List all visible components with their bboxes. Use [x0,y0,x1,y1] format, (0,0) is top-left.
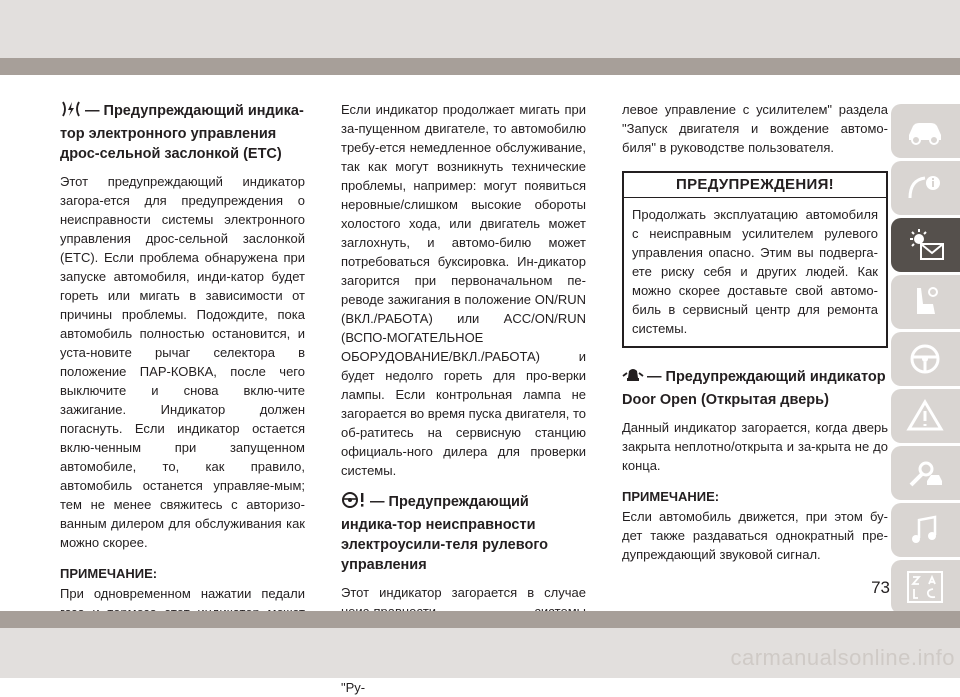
watermark: carmanualsonline.info [730,645,955,670]
header-band [0,0,960,58]
column-3 [622,100,888,564]
door-note-text: Если автомобиль движется, при этом бу-дет также раздаваться однократный пре-дупреждающий звуковой сигнал. [622,509,888,562]
column-1 [60,100,305,641]
throttle-lightning-icon [60,100,82,124]
etc-continued-paragraph: Если индикатор продолжает мигать при за-пущенном двигателе, то автомобилю требу-ется немедленное обслуживание, так как могут возникнуть технические проблемы, например: могут появиться неровные/слишком высокие обороты холостого хода, или двигатель может заглохнуть, и автомо-билю может потребоваться буксировка. Ин-дикатор загорится при первоначальном пе-реводе зажигания в положение ON/RUN (ВКЛ./РАБОТА) или ACC/ON/RUN (ВСПО-МОГАТЕЛЬНОЕ ОБОРУДОВАНИЕ/ВКЛ./РАБОТА) и будет недолго гореть для про-верки лампы. Если контрольная лампа не загорается во время пуска двигателя, то об-ратитесь на сервисную станцию официаль-ного дилера для проверки системы. [341,102,587,478]
section-tabs [891,104,960,617]
car-seat-icon [905,284,945,320]
door-note-label: ПРИМЕЧАНИЕ: [622,489,720,504]
tab-multimedia[interactable] [891,503,960,557]
warning-box [622,171,888,348]
steering-wheel-exclamation-icon [341,491,367,515]
info-cluster-icon [905,170,945,206]
eps-continued-paragraph: левое управление с усилителем" раздела "Запуск двигателя и вождение автомо-биля" в руководстве пользователя. [622,102,888,155]
warning-triangle-icon [905,398,945,434]
eps-paragraph: Этот индикатор загорается в случае "Ру- [341,585,586,695]
tab-warning-lights[interactable] [891,218,960,272]
footer-bar [0,611,960,628]
door-open-paragraph: Данный индикатор загорается, когда дверь закрыта неплотно/открыта и за-крыта не до конца. [622,420,888,473]
etc-note-text: При одновременном нажатии педали [60,586,305,601]
tab-index[interactable] [891,560,960,614]
wrench-car-icon [905,455,945,491]
tab-service[interactable] [891,446,960,500]
header-bar [0,58,960,75]
etc-note-label: ПРИМЕЧАНИЕ: [60,566,158,581]
tab-safety[interactable] [891,275,960,329]
etc-paragraph: Этот предупреждающий индикатор загора-ется для предупреждения о неисправности системы электронного управления дрос-сельной заслонкой (ETC). Если проблема обнаружена при запуске автомобиля, инди-катор будет гореть или мигать в зависимости от причины проблемы. Подождите, пока автомобиль полностью остановится, и уста-новите рычаг селектора в положение ПАР-КОВКА, после чего выключите и снова вклю-чите зажигание. Индикатор должен погаснуть. Если индикатор остается вклю-ченным при запущенном автомобиле, то, как правило, автомобиль останется управляе-мым; тем не менее свяжитесь с авторизо-ванным дилером для обслуживания как можно скорее. [60,174,305,550]
warning-text: Продолжать эксплуатацию автомобиля с неисправным усилителем рулевого управления опасно. Этим вы подверга-ете риску себя и других людей. Как можно скорее доставьте свой автомо-биль в сервисный центр для ремонта системы. [632,207,878,336]
warning-title: ПРЕДУПРЕЖДЕНИЯ! [624,173,886,198]
car-door-open-icon [622,366,644,390]
multimedia-music-icon [905,512,945,548]
warning-lights-envelope-icon [905,227,945,263]
alphabet-index-icon [905,569,945,605]
tab-driving[interactable] [891,332,960,386]
steering-wheel-icon [905,341,945,377]
column-2 [341,100,586,697]
tab-vehicle[interactable] [891,104,960,158]
tab-emergency[interactable] [891,389,960,443]
tab-cluster[interactable] [891,161,960,215]
door-open-heading: — Предупреждающий индикатор Door Open (Открытая дверь) [622,366,888,410]
page-number: 73 [871,578,890,597]
car-silhouette-icon [905,113,945,149]
etc-heading: — Предупреждающий индика-тор электронного управления дрос-сельной заслонкой (ETC) [60,100,305,164]
eps-heading: — Предупреждающий индика-тор неисправности электроусили-теля рулевого управления [341,491,586,575]
